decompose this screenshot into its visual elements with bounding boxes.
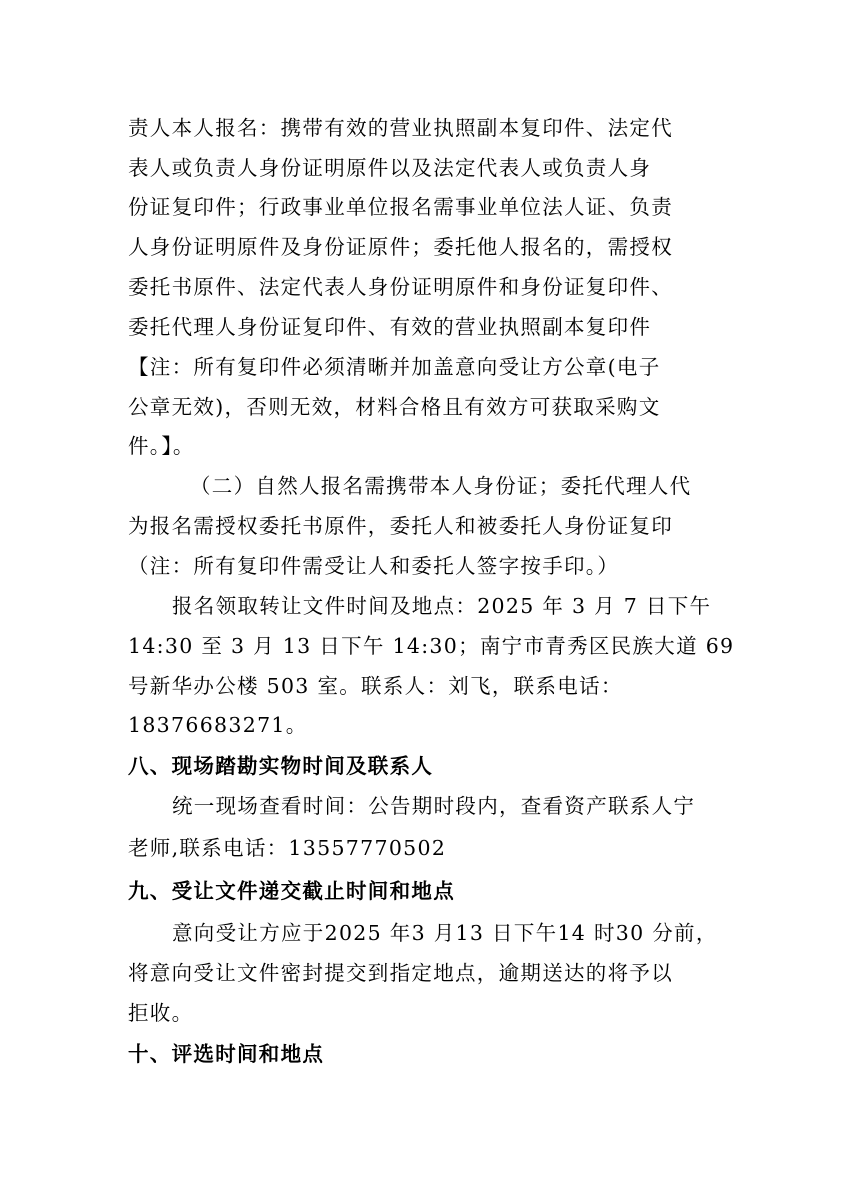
text-line: 统一现场查看时间：公告期时段内，查看资产联系人宁 bbox=[172, 794, 696, 818]
text-line: 意向受让方应于2025 年3 月13 日下午14 时30 分前， bbox=[172, 921, 718, 945]
text-line: 件。】。 bbox=[128, 434, 195, 458]
text-line: 份证复印件；行政事业单位报名需事业单位法人证、负责 bbox=[128, 195, 673, 219]
text-line: 老师,联系电话：13557770502 bbox=[128, 836, 447, 860]
text-line: 18376683271。 bbox=[128, 713, 308, 737]
text-line: 公章无效)，否则无效，材料合格且有效方可获取采购文 bbox=[128, 395, 661, 419]
text-line: 报名领取转让文件时间及地点：2025 年 3 月 7 日下午 bbox=[172, 594, 712, 618]
text-line: 为报名需授权委托书原件，委托人和被委托人身份证复印 bbox=[128, 514, 673, 538]
text-line: 【注：所有复印件必须清晰并加盖意向受让方公章(电子 bbox=[128, 355, 661, 379]
text-line: 拒收。 bbox=[128, 1001, 194, 1025]
text-line: 委托代理人身份证复印件、有效的营业执照副本复印件 bbox=[128, 315, 652, 339]
section-heading: 十、评选时间和地点 bbox=[128, 1042, 325, 1066]
text-line: （二）自然人报名需携带本人身份证；委托代理人代 bbox=[190, 474, 692, 498]
text-line: 表人或负责人身份证明原件以及法定代表人或负责人身 bbox=[128, 156, 652, 180]
section-heading: 九、受让文件递交截止时间和地点 bbox=[128, 879, 455, 903]
text-line: 委托书原件、法定代表人身份证明原件和身份证复印件、 bbox=[128, 275, 673, 299]
text-line: 14:30 至 3 月 13 日下午 14:30；南宁市青秀区民族大道 69 bbox=[128, 634, 735, 658]
text-line: 将意向受让文件密封提交到指定地点，逾期送达的将予以 bbox=[128, 961, 673, 985]
section-heading: 八、现场踏勘实物时间及联系人 bbox=[128, 754, 434, 778]
text-line: （注：所有复印件需受让人和委托人签字按手印。） bbox=[128, 554, 620, 578]
text-line: 号新华办公楼 503 室。联系人：刘飞，联系电话： bbox=[128, 674, 623, 698]
text-line: 责人本人报名：携带有效的营业执照副本复印件、法定代 bbox=[128, 116, 673, 140]
text-line: 人身份证明原件及身份证原件；委托他人报名的，需授权 bbox=[128, 235, 673, 259]
